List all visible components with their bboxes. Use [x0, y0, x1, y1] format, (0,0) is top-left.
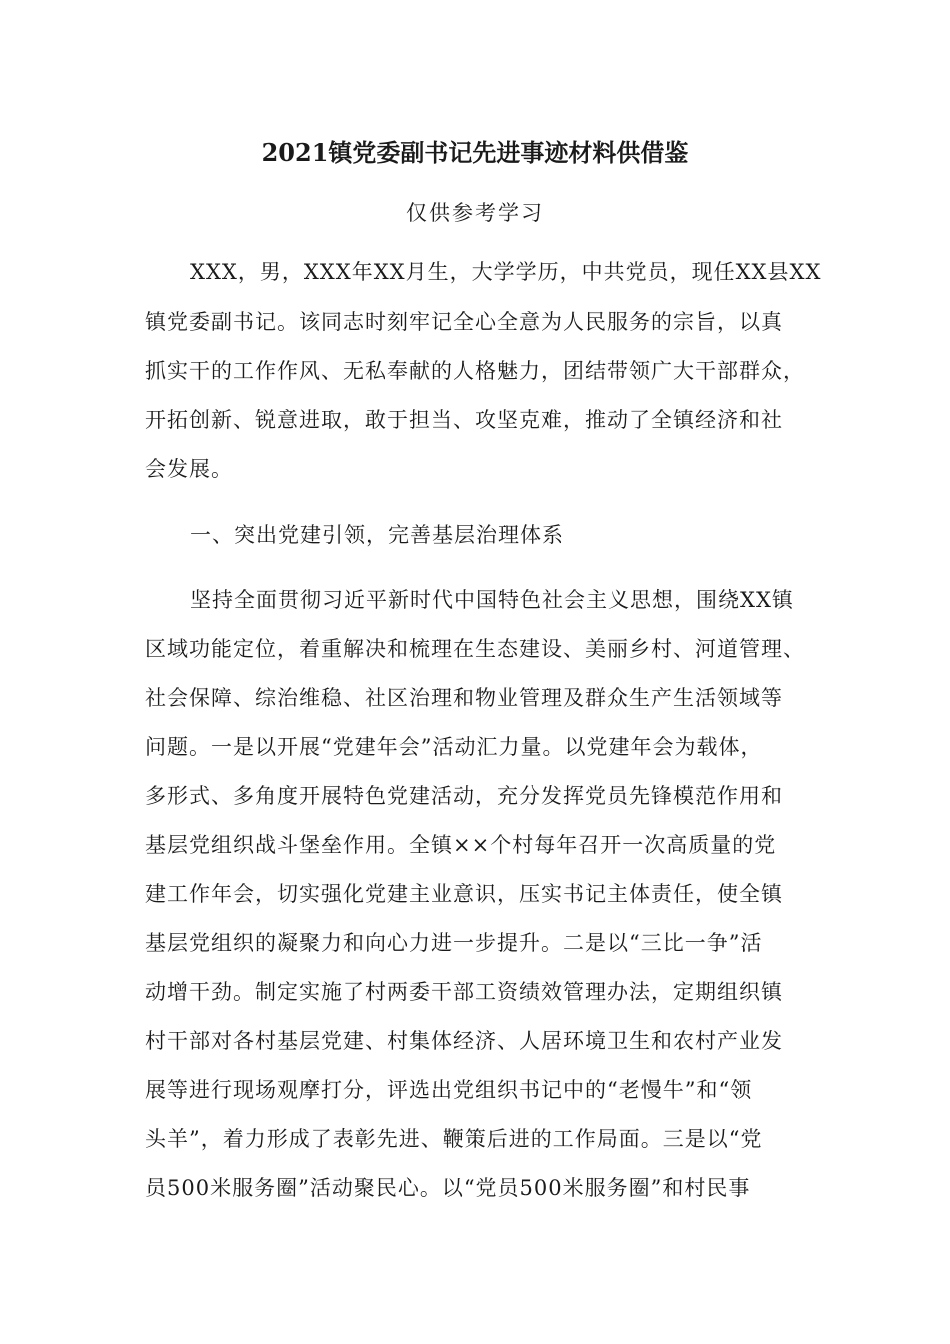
body-line: 问题。一是以开展“党建年会”活动汇力量。以党建年会为载体，	[145, 735, 763, 759]
body-line: 镇党委副书记。该同志时刻牢记全心全意为人民服务的宗旨，以真	[145, 310, 783, 334]
document-title: 2021镇党委副书记先进事迹材料供借鉴	[261, 138, 689, 167]
body-line: 员500米服务圈”活动聚民心。以“党员500米服务圈”和村民事	[145, 1176, 751, 1200]
body-line: 坚持全面贯彻习近平新时代中国特色社会主义思想，围绕XX镇	[190, 588, 794, 612]
body-line: XXX，男，XXX年XX月生，大学学历，中共党员，现任XX县XX	[190, 260, 822, 284]
section-heading: 一、突出党建引领，完善基层治理体系	[190, 523, 564, 547]
body-line: 建工作年会，切实强化党建主业意识，压实书记主体责任，使全镇	[145, 882, 783, 906]
body-line: 基层党组织的凝聚力和向心力进一步提升。二是以“三比一争”活	[145, 931, 763, 955]
body-line: 村干部对各村基层党建、村集体经济、人居环境卫生和农村产业发	[145, 1029, 783, 1053]
body-line: 头羊”，着力形成了表彰先进、鞭策后进的工作局面。三是以“党	[145, 1127, 763, 1151]
body-line: 抓实干的工作作风、无私奉献的人格魅力，团结带领广大干部群众，	[145, 359, 805, 383]
body-line: 会发展。	[145, 457, 233, 481]
document-subtitle: 仅供参考学习	[406, 201, 544, 225]
body-line: 基层党组织战斗堡垒作用。全镇××个村每年召开一次高质量的党	[145, 833, 777, 857]
body-line: 区域功能定位，着重解决和梳理在生态建设、美丽乡村、河道管理、	[145, 637, 805, 661]
body-line: 动增干劲。制定实施了村两委干部工资绩效管理办法，定期组织镇	[145, 980, 783, 1004]
body-line: 社会保障、综治维稳、社区治理和物业管理及群众生产生活领域等	[145, 686, 783, 710]
body-line: 多形式、多角度开展特色党建活动，充分发挥党员先锋模范作用和	[145, 784, 783, 808]
body-line: 展等进行现场观摩打分，评选出党组织书记中的“老慢牛”和“领	[145, 1078, 753, 1102]
body-line: 开拓创新、锐意进取，敢于担当、攻坚克难，推动了全镇经济和社	[145, 408, 783, 432]
